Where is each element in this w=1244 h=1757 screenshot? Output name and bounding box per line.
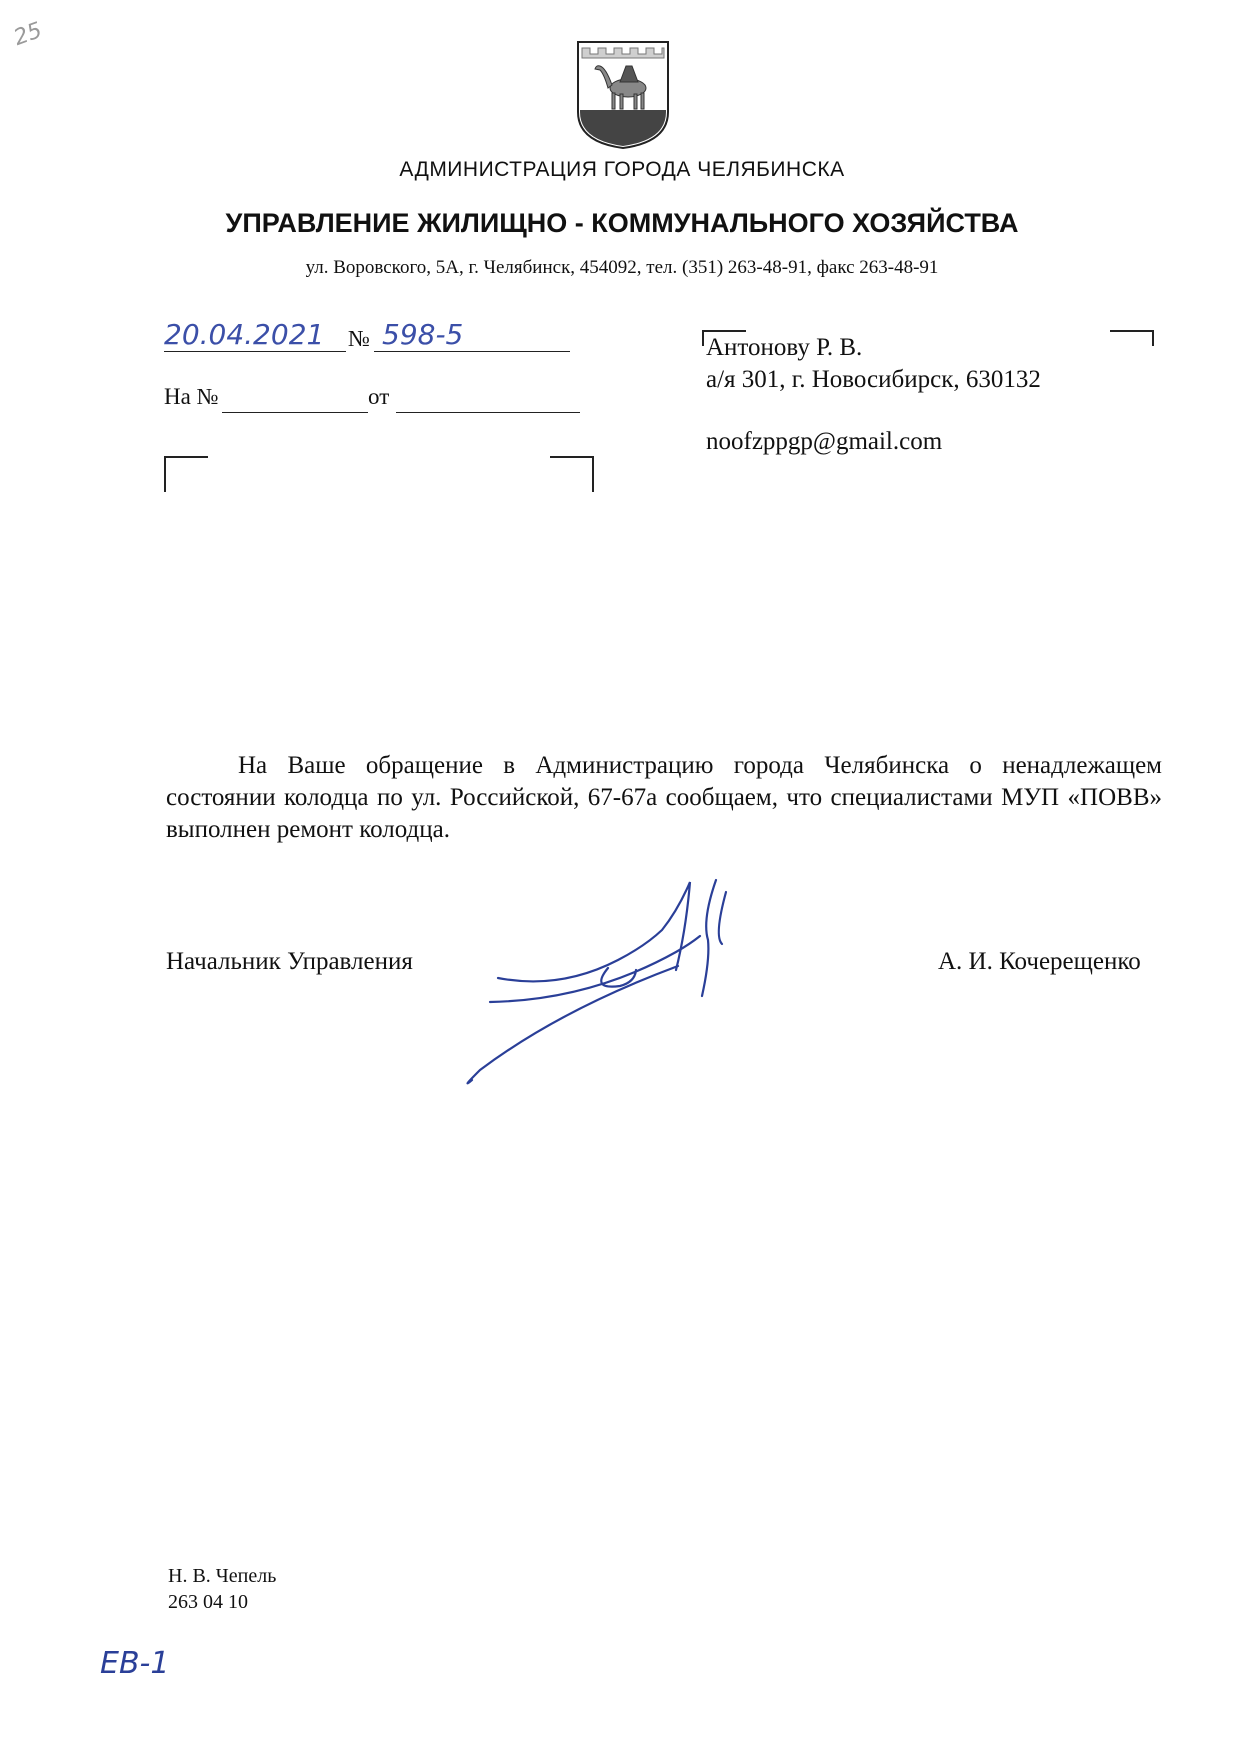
letter-body <box>166 750 1162 846</box>
coat-of-arms-emblem <box>576 40 670 150</box>
reply-number-underline <box>222 412 368 413</box>
margin-note-top: 25 <box>10 17 46 52</box>
letter-body-text: На Ваше обращение в Администрацию города Челябинска о ненадлежащем состоянии колодца по ул. Российской, 67-67а сообщаем, что специалистами МУП «ПОВВ» выполнен ремонт колодца. <box>166 752 1162 843</box>
date-underline <box>164 351 346 352</box>
signatory-position: Начальник Управления <box>166 948 413 975</box>
bracket-right-side <box>592 456 594 492</box>
bracket-right-top <box>550 456 594 458</box>
recipient-name: Антонову Р. В. <box>706 334 863 361</box>
reply-from-label: от <box>368 384 390 409</box>
recipient-bracket-left-side <box>702 330 704 346</box>
registration-number: 598-5 <box>382 318 464 351</box>
reply-number-label: На № <box>164 384 219 409</box>
recipient-email: noofzppgp@gmail.com <box>706 428 943 455</box>
reply-from-underline <box>396 412 580 413</box>
number-label: № <box>348 326 370 351</box>
signatory-name: А. И. Кочерещенко <box>938 948 1141 975</box>
administration-title: АДМИНИСТРАЦИЯ ГОРОДА ЧЕЛЯБИНСКА <box>399 158 845 181</box>
executor-name: Н. В. Чепель <box>168 1565 277 1587</box>
executor-phone: 263 04 10 <box>168 1591 248 1613</box>
recipient-bracket-right-top <box>1110 330 1154 332</box>
bracket-left-top <box>164 456 208 458</box>
registration-date: 20.04.2021 <box>164 318 325 351</box>
number-underline <box>374 351 570 352</box>
department-title: УПРАВЛЕНИЕ ЖИЛИЩНО - КОММУНАЛЬНОГО ХОЗЯЙСТВА <box>225 208 1019 238</box>
department-address: ул. Воровского, 5А, г. Челябинск, 454092, тел. (351) 263-48-91, факс 263-48-91 <box>305 257 939 278</box>
recipient-bracket-left-top <box>702 330 746 332</box>
recipient-bracket-right-side <box>1152 330 1154 346</box>
recipient-address: а/я 301, г. Новосибирск, 630132 <box>706 366 1041 393</box>
bracket-left-side <box>164 456 166 492</box>
margin-note-bottom: ЕВ-1 <box>100 1646 170 1681</box>
handwritten-signature <box>440 870 780 1090</box>
